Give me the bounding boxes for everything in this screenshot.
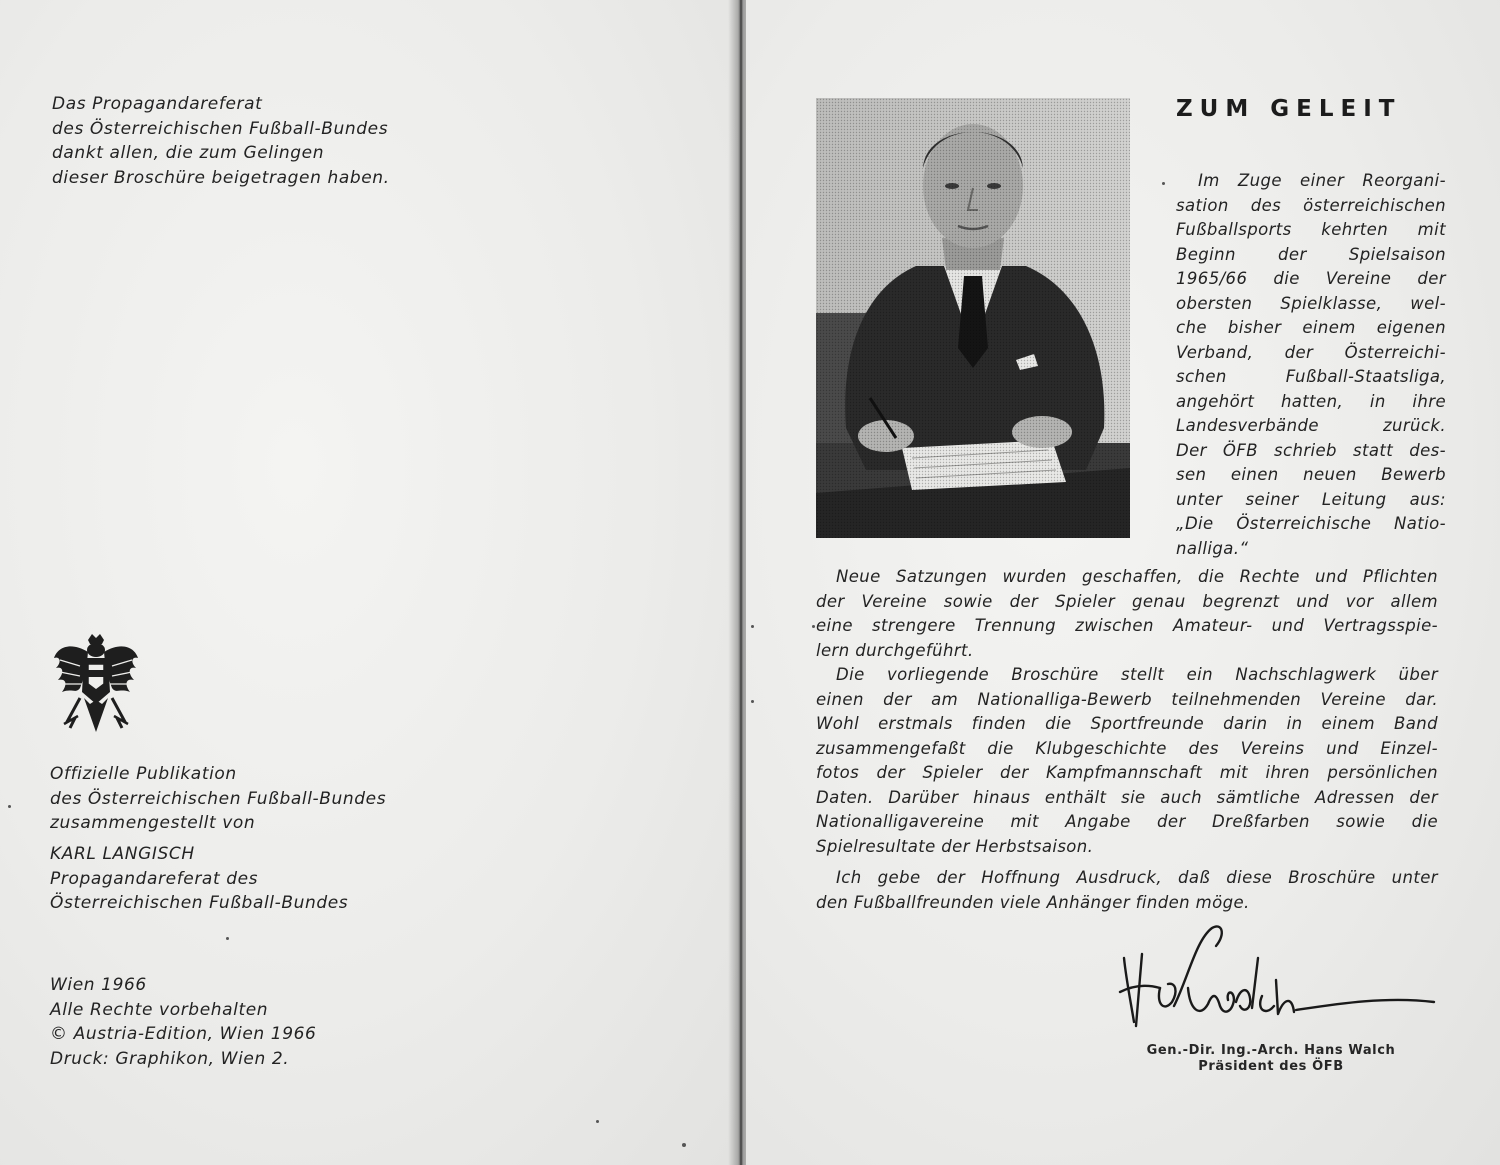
text-line: Das Propagandareferat	[52, 94, 263, 114]
intro-column-text	[1176, 169, 1446, 561]
text-line: schen Fußball-Staatsliga,	[1176, 367, 1446, 386]
text-line: Beginn der Spielsaison	[1176, 244, 1446, 264]
handwritten-signature	[1116, 918, 1436, 1038]
text-line: Propagandareferat des	[50, 868, 259, 889]
text-line: Der ÖFB schrieb statt des-	[1176, 440, 1446, 460]
text-line: angehört hatten, in ihre	[1176, 391, 1446, 411]
portrait-photo	[816, 98, 1130, 538]
text-line: Neue Satzungen wurden geschaffen, die Rechte und Pflichten	[836, 567, 1438, 586]
text-line: „Die Österreichische Natio-	[1176, 514, 1446, 533]
text-line: 1965/66 die Vereine der	[1176, 269, 1446, 288]
paragraph-brochure	[816, 663, 1438, 859]
text-line: Offizielle Publikation	[50, 764, 237, 784]
text-line: Druck: Graphikon, Wien 2.	[50, 1048, 290, 1069]
text-line: che bisher einem eigenen	[1176, 318, 1446, 337]
text-line: einen der am Nationalliga-Bewerb teilnehmenden Vereine dar.	[816, 689, 1438, 709]
text-line: Landesverbände zurück.	[1176, 416, 1446, 435]
right-page	[746, 0, 1500, 1165]
text-line: Daten. Darüber hinaus enthält sie auch sämtliche Adressen der	[816, 787, 1438, 807]
publication-info	[50, 762, 386, 836]
text-line: Alle Rechte vorbehalten	[50, 999, 269, 1020]
imprint-info	[50, 973, 316, 1071]
text-line: Ich gebe der Hoffnung Ausdruck, daß diese Broschüre unter	[836, 868, 1438, 887]
editor-info	[50, 842, 348, 916]
text-line: der Vereine sowie der Spieler genau begrenzt und vor allem	[816, 591, 1438, 611]
text-line: des Österreichischen Fußball-Bundes	[50, 788, 387, 809]
section-heading: ZUM GELEIT	[1176, 96, 1402, 122]
text-line: Spielresultate der Herbstsaison.	[816, 836, 1094, 856]
austrian-eagle-emblem	[50, 632, 142, 740]
acknowledgement-text	[52, 92, 390, 190]
text-line: fotos der Spieler der Kampfmannschaft mit ihren persönlichen	[816, 763, 1438, 782]
text-line: Fußballsports kehrten mit	[1176, 220, 1446, 239]
left-page	[0, 0, 738, 1165]
signatory-title: Präsident des ÖFB	[1198, 1059, 1344, 1074]
text-line: Nationalligavereine mit Angabe der Dreßfarben sowie die	[816, 812, 1438, 831]
text-line: obersten Spielklasse, wel-	[1176, 293, 1446, 313]
text-line: den Fußballfreunden viele Anhänger finden möge.	[816, 892, 1250, 912]
text-line: eine strengere Trennung zwischen Amateur- und Vertragsspie-	[816, 616, 1438, 635]
signatory-name: Gen.-Dir. Ing.-Arch. Hans Walch	[1146, 1043, 1396, 1058]
text-line: Wohl erstmals finden die Sportfreunde darin in einem Band	[816, 714, 1438, 733]
text-line: unter seiner Leitung aus:	[1176, 489, 1446, 509]
text-line: KARL LANGISCH	[50, 844, 195, 864]
text-line: Wien 1966	[50, 975, 147, 995]
text-line: Die vorliegende Broschüre stellt ein Nachschlagwerk über	[836, 665, 1438, 684]
text-line: Österreichischen Fußball-Bundes	[50, 893, 349, 913]
text-line: lern durchgeführt.	[816, 640, 974, 660]
text-line: zusammengefaßt die Klubgeschichte des Vereins und Einzel-	[816, 738, 1438, 758]
paragraph-statutes	[816, 565, 1438, 663]
text-line: Verband, der Österreichi-	[1176, 342, 1446, 362]
text-line: © Austria-Edition, Wien 1966	[50, 1024, 317, 1044]
text-line: des Österreichischen Fußball-Bundes	[52, 118, 389, 139]
text-line: nalliga.“	[1176, 538, 1249, 558]
text-line: zusammengestellt von	[50, 813, 256, 833]
text-line: sen einen neuen Bewerb	[1176, 465, 1446, 484]
text-line: sation des österreichischen	[1176, 195, 1446, 215]
text-line: dieser Broschüre beigetragen haben.	[52, 167, 390, 188]
text-line: Im Zuge einer Reorgani-	[1198, 171, 1446, 190]
text-line: dankt allen, die zum Gelingen	[52, 143, 325, 163]
paragraph-hope	[816, 866, 1438, 915]
